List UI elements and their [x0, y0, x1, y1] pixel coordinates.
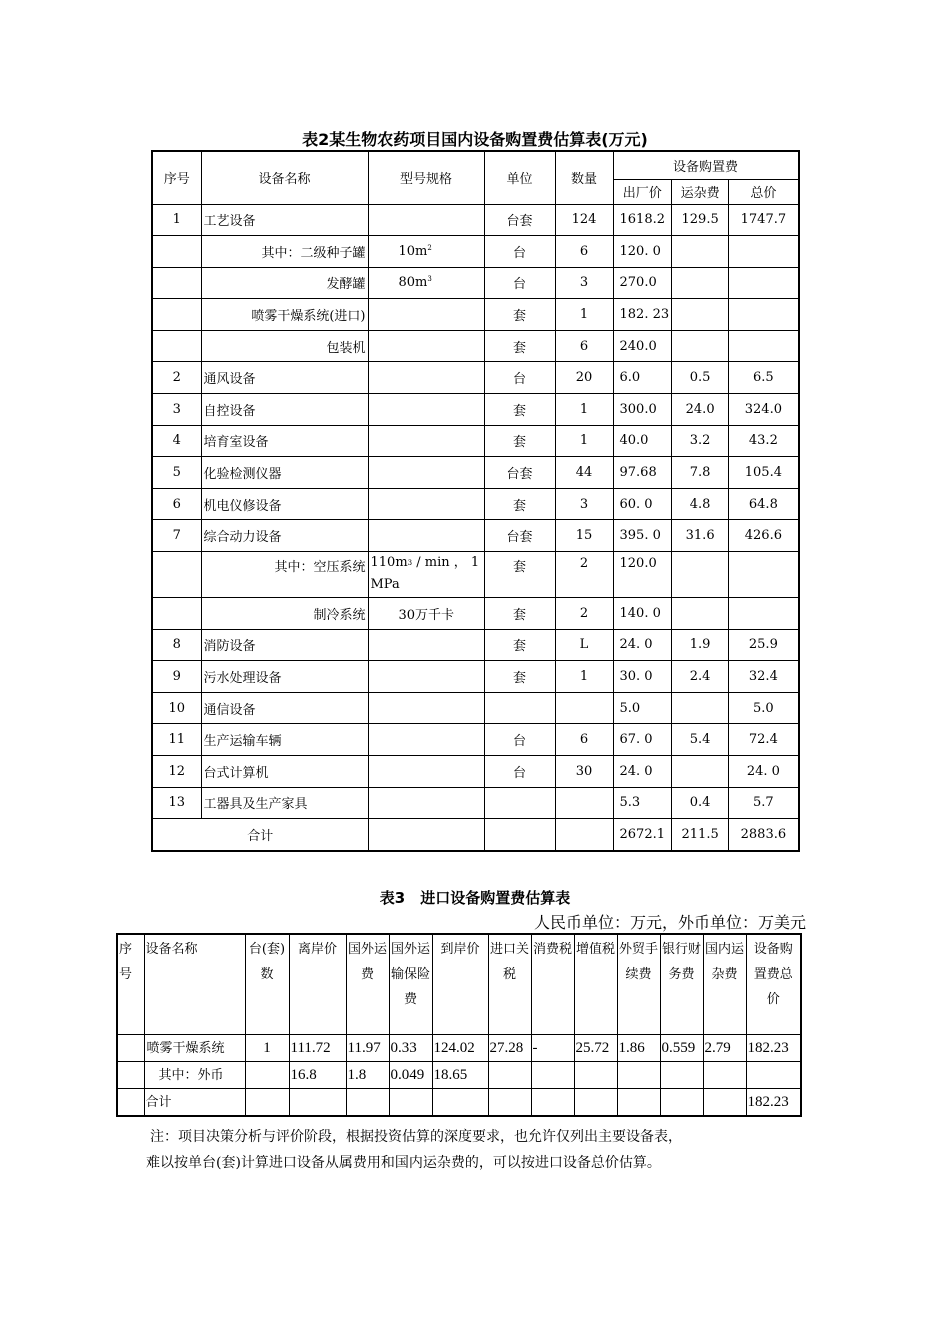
row-name: 综合动力设备 — [201, 520, 368, 552]
row-model — [368, 692, 484, 724]
data-cell — [703, 1061, 746, 1088]
row-factory: 120. 0 — [613, 236, 672, 268]
data-cell: 124.02 — [432, 1034, 488, 1061]
row-qty: 124 — [555, 204, 613, 236]
empty-cell — [346, 1088, 389, 1116]
empty-cell — [289, 1088, 346, 1116]
row-unit: 套 — [484, 552, 555, 598]
header-cell: 序号 — [117, 934, 144, 1034]
row-name: 通风设备 — [201, 362, 368, 394]
footnote-line-2: 难以按单台(套)计算进口设备从属费用和国内运杂费的，可以按进口设备总价估算。 — [146, 1155, 661, 1171]
row-factory: 6.0 — [613, 362, 672, 394]
table-row — [152, 488, 799, 520]
table-row — [152, 552, 799, 598]
row-total: 6.5 — [729, 362, 799, 394]
row-total — [729, 552, 799, 598]
row-qty: 44 — [555, 457, 613, 489]
row-total — [729, 267, 799, 299]
row-freight — [672, 598, 729, 630]
data-cell — [117, 1034, 144, 1061]
header-freight: 运杂费 — [672, 179, 729, 204]
row-seq: 5 — [152, 457, 201, 489]
row-freight: 3.2 — [672, 425, 729, 457]
row-qty: 20 — [555, 362, 613, 394]
row-name: 工艺设备 — [201, 204, 368, 236]
table-row — [117, 1034, 801, 1061]
row-model — [368, 299, 484, 331]
header-name: 设备名称 — [201, 151, 368, 204]
row-seq: 4 — [152, 425, 201, 457]
row-model — [368, 724, 484, 756]
header-cell: 台(套)数 — [245, 934, 289, 1034]
row-total: 5.7 — [729, 787, 799, 819]
header-cell: 国外运费 — [346, 934, 389, 1034]
row-name: 发酵罐 — [201, 267, 368, 299]
row-factory: 182. 23 — [613, 299, 672, 331]
header-unit: 单位 — [484, 151, 555, 204]
row-name: 通信设备 — [201, 692, 368, 724]
row-seq: 1 — [152, 204, 201, 236]
empty-cell — [703, 1088, 746, 1116]
row-model — [368, 330, 484, 362]
currency-unit-note: 人民币单位：万元，外币单位：万美元 — [533, 913, 806, 932]
data-cell: 18.65 — [432, 1061, 488, 1088]
row-unit — [484, 787, 555, 819]
row-name: 包装机 — [201, 330, 368, 362]
row-total — [729, 598, 799, 630]
row-qty: 1 — [555, 299, 613, 331]
row-name: 生产运输车辆 — [201, 724, 368, 756]
row-model — [368, 520, 484, 552]
row-name: 制冷系统 — [201, 598, 368, 630]
header-cell: 离岸价 — [289, 934, 346, 1034]
row-qty: 1 — [555, 661, 613, 693]
row-unit: 套 — [484, 330, 555, 362]
row-seq: 3 — [152, 394, 201, 426]
data-cell: 27.28 — [488, 1034, 531, 1061]
row-freight: 1.9 — [672, 629, 729, 661]
sum-total: 2883.6 — [729, 819, 799, 851]
empty-cell — [660, 1088, 703, 1116]
row-factory: 140. 0 — [613, 598, 672, 630]
table2-title: 表2某生物农药项目国内设备购置费估算表(万元) — [302, 130, 648, 149]
row-seq: 10 — [152, 692, 201, 724]
table-row — [152, 756, 799, 788]
data-cell: 其中：外币 — [144, 1061, 245, 1088]
row-seq — [152, 330, 201, 362]
header-cell: 消费税 — [531, 934, 574, 1034]
row-seq: 12 — [152, 756, 201, 788]
row-seq: 9 — [152, 661, 201, 693]
row-unit: 台 — [484, 756, 555, 788]
header-cell: 国内运杂费 — [703, 934, 746, 1034]
row-unit: 台 — [484, 724, 555, 756]
row-freight: 24.0 — [672, 394, 729, 426]
data-cell — [617, 1061, 660, 1088]
row-model — [368, 457, 484, 489]
table-sum-row — [117, 1088, 801, 1116]
row-model — [368, 756, 484, 788]
sum-label: 合计 — [144, 1088, 245, 1116]
row-total: 426.6 — [729, 520, 799, 552]
header-total: 总价 — [729, 179, 799, 204]
row-total — [729, 236, 799, 268]
data-cell — [574, 1061, 617, 1088]
data-cell: 16.8 — [289, 1061, 346, 1088]
row-name: 自控设备 — [201, 394, 368, 426]
row-unit: 台 — [484, 267, 555, 299]
row-total: 25.9 — [729, 629, 799, 661]
row-seq — [152, 299, 201, 331]
row-total — [729, 299, 799, 331]
row-freight — [672, 330, 729, 362]
header-seq: 序号 — [152, 151, 201, 204]
data-cell — [746, 1061, 801, 1088]
row-total: 324.0 — [729, 394, 799, 426]
row-factory: 5.3 — [613, 787, 672, 819]
row-seq: 11 — [152, 724, 201, 756]
row-name: 工器具及生产家具 — [201, 787, 368, 819]
model-value: 30万千卡 — [398, 607, 455, 623]
empty-cell — [117, 1088, 144, 1116]
row-qty: L — [555, 629, 613, 661]
row-factory: 240.0 — [613, 330, 672, 362]
row-model — [368, 204, 484, 236]
table-row — [152, 629, 799, 661]
header-cell: 外贸手续费 — [617, 934, 660, 1034]
row-qty: 2 — [555, 598, 613, 630]
row-name: 机电仪修设备 — [201, 488, 368, 520]
row-total: 24. 0 — [729, 756, 799, 788]
table-row — [152, 425, 799, 457]
table-row — [152, 598, 799, 630]
header-cell: 银行财务费 — [660, 934, 703, 1034]
table-row — [152, 204, 799, 236]
domestic-equipment-table — [151, 150, 800, 852]
table-row — [152, 724, 799, 756]
row-freight — [672, 267, 729, 299]
header-cell: 设备购置费总价 — [746, 934, 801, 1034]
row-seq: 2 — [152, 362, 201, 394]
row-name: 培育室设备 — [201, 425, 368, 457]
empty-cell — [245, 1088, 289, 1116]
imported-equipment-table — [116, 933, 802, 1117]
row-seq: 8 — [152, 629, 201, 661]
data-cell — [117, 1061, 144, 1088]
table-row — [117, 1061, 801, 1088]
model-exponent: 2 — [427, 243, 432, 252]
row-qty: 6 — [555, 236, 613, 268]
row-factory: 395. 0 — [613, 520, 672, 552]
row-freight — [672, 756, 729, 788]
row-freight — [672, 692, 729, 724]
table-row — [152, 362, 799, 394]
data-cell: 1 — [245, 1034, 289, 1061]
table-header-row — [117, 934, 801, 1034]
table-row — [152, 661, 799, 693]
model-exponent: 3 — [427, 275, 432, 284]
row-total: 32.4 — [729, 661, 799, 693]
sum-total: 182.23 — [746, 1088, 801, 1116]
row-qty: 6 — [555, 724, 613, 756]
table-row — [152, 457, 799, 489]
table-row — [152, 267, 799, 299]
row-total: 43.2 — [729, 425, 799, 457]
data-cell: 1.86 — [617, 1034, 660, 1061]
row-factory: 5.0 — [613, 692, 672, 724]
row-unit: 套 — [484, 598, 555, 630]
row-unit: 套 — [484, 629, 555, 661]
model-value: 110m — [370, 555, 408, 571]
data-cell: 0.33 — [389, 1034, 432, 1061]
data-cell: 喷雾干燥系统 — [144, 1034, 245, 1061]
row-model — [368, 488, 484, 520]
header-cell: 国外运输保险费 — [389, 934, 432, 1034]
row-qty: 1 — [555, 394, 613, 426]
table-row — [152, 692, 799, 724]
data-cell: 1.8 — [346, 1061, 389, 1088]
table-sum-row — [152, 819, 799, 851]
row-qty: 1 — [555, 425, 613, 457]
data-cell — [488, 1061, 531, 1088]
row-total: 5.0 — [729, 692, 799, 724]
empty-cell — [531, 1088, 574, 1116]
header-cell: 增值税 — [574, 934, 617, 1034]
data-cell: - — [531, 1034, 574, 1061]
row-factory: 97.68 — [613, 457, 672, 489]
header-model: 型号规格 — [368, 151, 484, 204]
row-qty: 15 — [555, 520, 613, 552]
row-name: 消防设备 — [201, 629, 368, 661]
row-total: 105.4 — [729, 457, 799, 489]
header-factory: 出厂价 — [613, 179, 672, 204]
header-cell: 设备名称 — [144, 934, 245, 1034]
row-seq — [152, 236, 201, 268]
row-seq: 13 — [152, 787, 201, 819]
row-name: 化验检测仪器 — [201, 457, 368, 489]
row-unit: 套 — [484, 661, 555, 693]
row-seq — [152, 598, 201, 630]
row-model — [368, 236, 484, 268]
row-model — [368, 787, 484, 819]
table-row — [152, 299, 799, 331]
empty-cell — [488, 1088, 531, 1116]
row-name: 其中：空压系统 — [201, 552, 368, 598]
row-unit: 套 — [484, 488, 555, 520]
empty-cell — [617, 1088, 660, 1116]
empty-cell — [574, 1088, 617, 1116]
row-unit: 台套 — [484, 520, 555, 552]
row-unit: 台套 — [484, 457, 555, 489]
data-cell: 0.559 — [660, 1034, 703, 1061]
table3-title: 表3 进口设备购置费估算表 — [379, 889, 571, 907]
empty-cell — [368, 819, 484, 851]
data-cell: 0.049 — [389, 1061, 432, 1088]
row-model — [368, 552, 484, 598]
row-total: 1747.7 — [729, 204, 799, 236]
table-row — [152, 394, 799, 426]
table-row — [152, 787, 799, 819]
table-row — [152, 520, 799, 552]
empty-cell — [389, 1088, 432, 1116]
row-model — [368, 629, 484, 661]
header-purchase: 设备购置费 — [613, 151, 799, 179]
model-value: 10m — [398, 243, 428, 259]
table-header-row — [152, 151, 799, 179]
table-row — [152, 330, 799, 362]
data-cell — [531, 1061, 574, 1088]
row-unit: 台 — [484, 362, 555, 394]
row-factory: 24. 0 — [613, 756, 672, 788]
row-freight — [672, 552, 729, 598]
header-qty: 数量 — [555, 151, 613, 204]
row-seq — [152, 267, 201, 299]
sum-factory: 2672.1 — [613, 819, 672, 851]
row-unit: 套 — [484, 299, 555, 331]
row-factory: 30. 0 — [613, 661, 672, 693]
row-total: 72.4 — [729, 724, 799, 756]
row-factory: 40.0 — [613, 425, 672, 457]
row-qty: 3 — [555, 267, 613, 299]
row-factory: 120.0 — [613, 552, 672, 598]
data-cell: 11.97 — [346, 1034, 389, 1061]
row-model — [368, 661, 484, 693]
data-cell — [660, 1061, 703, 1088]
sum-label: 合计 — [152, 819, 368, 851]
row-total — [729, 330, 799, 362]
row-model — [368, 425, 484, 457]
row-unit: 台 — [484, 236, 555, 268]
header-cell: 进口关税 — [488, 934, 531, 1034]
row-freight: 2.4 — [672, 661, 729, 693]
footnote-line-1: 注：项目决策分析与评价阶段，根据投资估算的深度要求，也允许仅列出主要设备表， — [150, 1129, 682, 1145]
row-unit: 套 — [484, 425, 555, 457]
data-cell: 111.72 — [289, 1034, 346, 1061]
row-factory: 270.0 — [613, 267, 672, 299]
header-cell: 到岸价 — [432, 934, 488, 1034]
row-model — [368, 362, 484, 394]
row-freight — [672, 236, 729, 268]
data-cell: 25.72 — [574, 1034, 617, 1061]
row-freight: 0.5 — [672, 362, 729, 394]
row-qty: 6 — [555, 330, 613, 362]
row-freight: 31.6 — [672, 520, 729, 552]
data-cell: 182.23 — [746, 1034, 801, 1061]
data-cell — [245, 1061, 289, 1088]
row-seq: 6 — [152, 488, 201, 520]
row-qty — [555, 787, 613, 819]
row-qty: 30 — [555, 756, 613, 788]
row-unit: 台套 — [484, 204, 555, 236]
table-row — [152, 236, 799, 268]
model-rest: / min ， 1 MPa — [370, 555, 480, 593]
model-exponent: 3 — [407, 559, 413, 568]
row-model — [368, 394, 484, 426]
row-factory: 1618.2 — [613, 204, 672, 236]
sum-freight: 211.5 — [672, 819, 729, 851]
data-cell: 2.79 — [703, 1034, 746, 1061]
row-unit — [484, 692, 555, 724]
row-name: 其中：二级种子罐 — [201, 236, 368, 268]
model-value: 80m — [398, 275, 428, 291]
row-factory: 67. 0 — [613, 724, 672, 756]
row-freight: 7.8 — [672, 457, 729, 489]
row-freight: 5.4 — [672, 724, 729, 756]
row-freight: 4.8 — [672, 488, 729, 520]
empty-cell — [484, 819, 555, 851]
row-factory: 60. 0 — [613, 488, 672, 520]
row-seq — [152, 552, 201, 598]
row-factory: 24. 0 — [613, 629, 672, 661]
row-model — [368, 598, 484, 630]
row-name: 喷雾干燥系统(进口) — [201, 299, 368, 331]
row-qty: 3 — [555, 488, 613, 520]
empty-cell — [555, 819, 613, 851]
row-total: 64.8 — [729, 488, 799, 520]
row-name: 台式计算机 — [201, 756, 368, 788]
row-unit: 套 — [484, 394, 555, 426]
row-freight: 129.5 — [672, 204, 729, 236]
row-factory: 300.0 — [613, 394, 672, 426]
row-qty — [555, 692, 613, 724]
row-model — [368, 267, 484, 299]
row-freight: 0.4 — [672, 787, 729, 819]
empty-cell — [432, 1088, 488, 1116]
row-name: 污水处理设备 — [201, 661, 368, 693]
row-freight — [672, 299, 729, 331]
row-qty: 2 — [555, 552, 613, 598]
row-seq: 7 — [152, 520, 201, 552]
